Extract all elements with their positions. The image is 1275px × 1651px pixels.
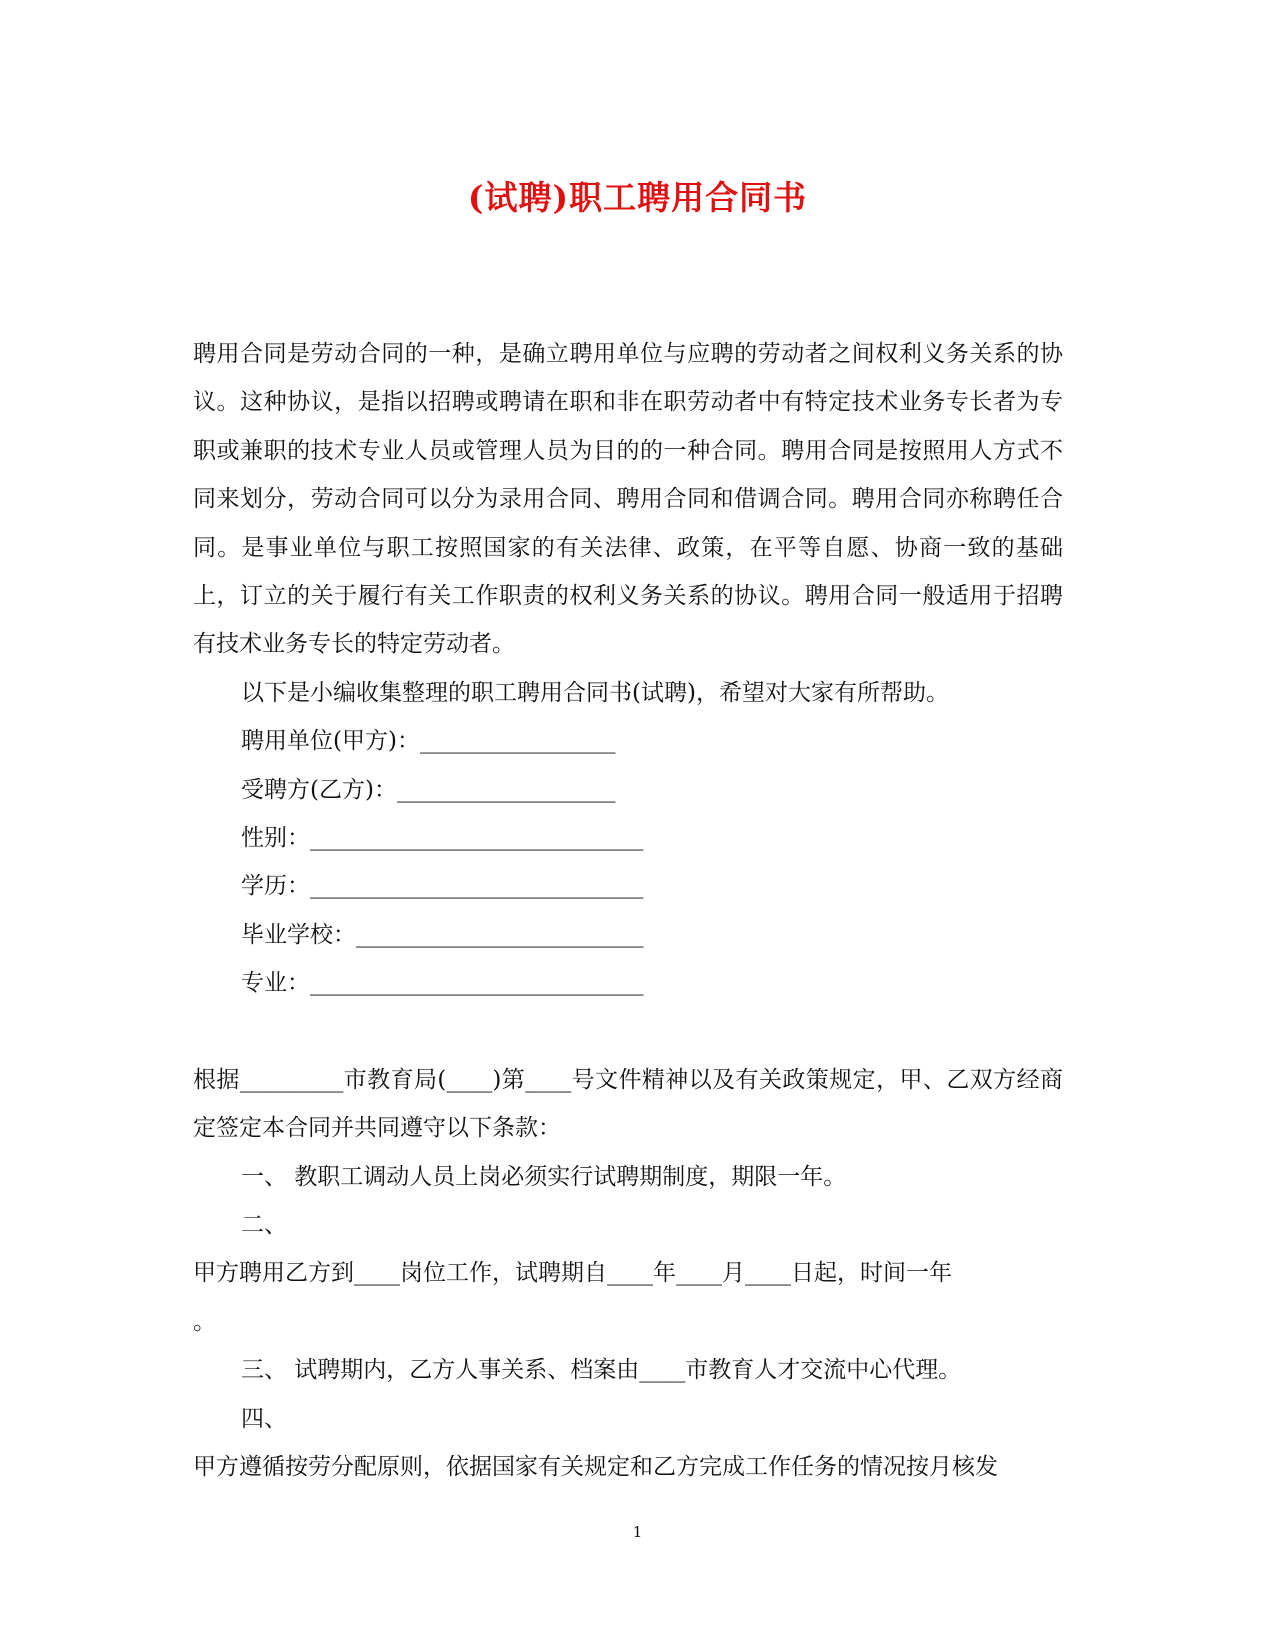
field-employee: 受聘方(乙方)：___________________ <box>241 776 616 803</box>
basis-paragraph: 根据_________市教育局(____)第____号文件精神以及有关政策规定，甲、乙双方经商定签定本合同并共同遵守以下条款： <box>193 1066 1063 1142</box>
clause-1: 一、 教职工调动人员上岗必须实行试聘期制度，期限一年。 <box>241 1163 847 1190</box>
intro-paragraph: 聘用合同是劳动合同的一种，是确立聘用单位与应聘的劳动者之间权利义务关系的协议。这种协议，是指以招聘或聘请在职和非在职劳动者中有特定技术业务专长者为专职或兼职的技术专业人员或管理人员为目的的一种合同。聘用合同是按照用人方式不同来划分，劳动合同可以分为录用合同、聘用合同和借调合同。聘用合同亦称聘任合同。是事业单位与职工按照国家的有关法律、政策，在平等自愿、协商一致的基础上，订立的关于履行有关工作职责的权利义务关系的协议。聘用合同一般适用于招聘有技术业务专长的特定劳动者。 <box>193 341 1063 658</box>
clause-4-heading: 四、 <box>241 1405 287 1432</box>
clause-2-heading: 二、 <box>241 1211 287 1238</box>
field-gender: 性别：_____________________________ <box>241 825 644 852</box>
page-number: 1 <box>632 1523 643 1541</box>
intro-note: 以下是小编收集整理的职工聘用合同书(试聘)，希望对大家有所帮助。 <box>241 679 949 706</box>
clause-4-body: 甲方遵循按劳分配原则，依据国家有关规定和乙方完成工作任务的情况按月核发 <box>193 1453 998 1480</box>
blank-line <box>193 1008 1063 1056</box>
field-education: 学历：_____________________________ <box>241 873 644 900</box>
document-title: (试聘)职工聘用合同书 <box>467 178 808 217</box>
clause-2-tail: 。 <box>193 1308 216 1335</box>
clause-3: 三、 试聘期内，乙方人事关系、档案由____市教育人才交流中心代理。 <box>241 1357 962 1384</box>
field-major: 专业：_____________________________ <box>241 970 644 997</box>
field-school: 毕业学校：_________________________ <box>241 921 644 948</box>
document-body <box>193 330 1063 1491</box>
field-employer: 聘用单位(甲方)：_________________ <box>241 728 616 755</box>
clause-2-body: 甲方聘用乙方到____岗位工作，试聘期自____年____月____日起，时间一年 <box>193 1260 952 1287</box>
